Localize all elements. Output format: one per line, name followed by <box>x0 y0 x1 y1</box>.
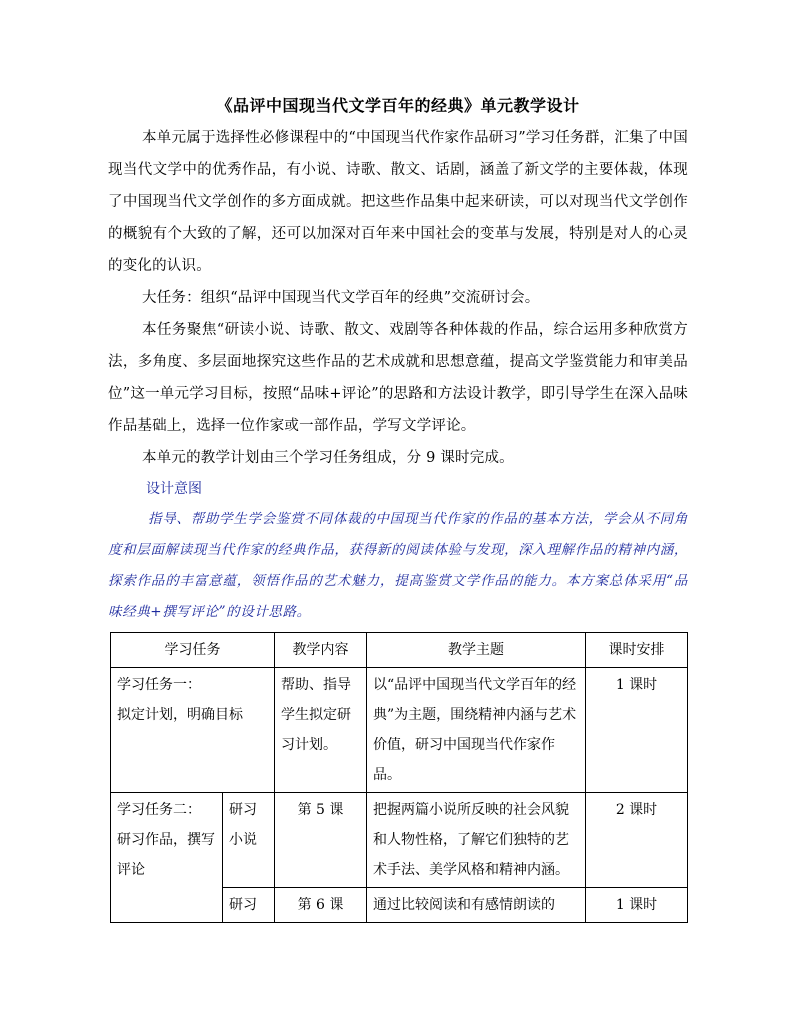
table-row <box>111 668 688 793</box>
task2-sub1-lesson: 第 5 课 <box>275 793 367 888</box>
header-task: 学习任务 <box>111 633 275 668</box>
task1-theme: 以“品评中国现当代文学百年的经典”为主题，围绕精神内涵与艺术价值，研习中国现当代作家作品。 <box>367 668 586 793</box>
task2-sub1-theme: 把握两篇小说所反映的社会风貌和人物性格，了解它们独特的艺术手法、美学风格和精神内涵。 <box>367 793 586 888</box>
header-content: 教学内容 <box>275 633 367 668</box>
task1-content: 帮助、指导学生拟定研习计划。 <box>275 668 367 793</box>
task2-sub1-topic: 研习 小说 <box>223 793 275 888</box>
document-title: 《品评中国现当代文学百年的经典》单元教学设计 <box>216 96 580 115</box>
task1-name: 学习任务一： 拟定计划，明确目标 <box>111 668 275 793</box>
design-intent-text: 指导、帮助学生学会鉴赏不同体裁的中国现当代作家的作品的基本方法，学会从不同角度和层面解读现当代作家的经典作品，获得新的阅读体验与发现，深入理解作品的精神内涵，探索作品的丰富意蕴，领悟作品的艺术魅力，提高鉴赏文学作品的能力。本方案总体采用“品味经典+撰写评论”的设计思路。 <box>108 511 688 620</box>
task2-name: 学习任务二： 研习作品，撰写评论 <box>111 793 223 923</box>
table-header-row <box>111 633 688 668</box>
intro-paragraph: 本单元属于选择性必修课程中的“中国现当代作家作品研习”学习任务群，汇集了中国现当代文学中的优秀作品，有小说、诗歌、散文、话剧，涵盖了新文学的主要体裁，体现了中国现当代文学创作的多方面成就。把这些作品集中起来研读，可以对现当代文学创作的概貌有个大致的了解，还可以加深对百年来中国社会的变革与发展，特别是对人的心灵的变化的认识。 <box>108 130 688 274</box>
schedule-paragraph: 本单元的教学计划由三个学习任务组成，分 9 课时完成。 <box>142 450 514 466</box>
task2-sub1-hours: 2 课时 <box>586 793 688 888</box>
document-page <box>108 96 688 923</box>
task2-sub2-topic: 研习 <box>223 888 275 923</box>
focus-paragraph: 本任务聚焦“研读小说、诗歌、散文、戏剧等各种体裁的作品，综合运用多种欣赏方法，多角度、多层面地探究这些作品的艺术成就和思想意蕴，提高文学鉴赏能力和审美品位”这一单元学习目标，按照“品味+评论”的思路和方法设计教学，即引导学生在深入品味作品基础上，选择一位作家或一部作品，学写文学评论。 <box>108 322 688 434</box>
task2-sub2-hours: 1 课时 <box>586 888 688 923</box>
header-theme: 教学主题 <box>367 633 586 668</box>
task2-sub2-lesson: 第 6 课 <box>275 888 367 923</box>
task1-hours: 1 课时 <box>586 668 688 793</box>
teaching-plan-table <box>110 632 688 923</box>
design-intent-label: 设计意图 <box>146 481 202 497</box>
header-hours: 课时安排 <box>586 633 688 668</box>
table-row <box>111 793 688 888</box>
major-task-paragraph: 大任务：组织“品评中国现当代文学百年的经典”交流研讨会。 <box>142 290 540 306</box>
task2-sub2-theme: 通过比较阅读和有感情朗读的 <box>367 888 586 923</box>
